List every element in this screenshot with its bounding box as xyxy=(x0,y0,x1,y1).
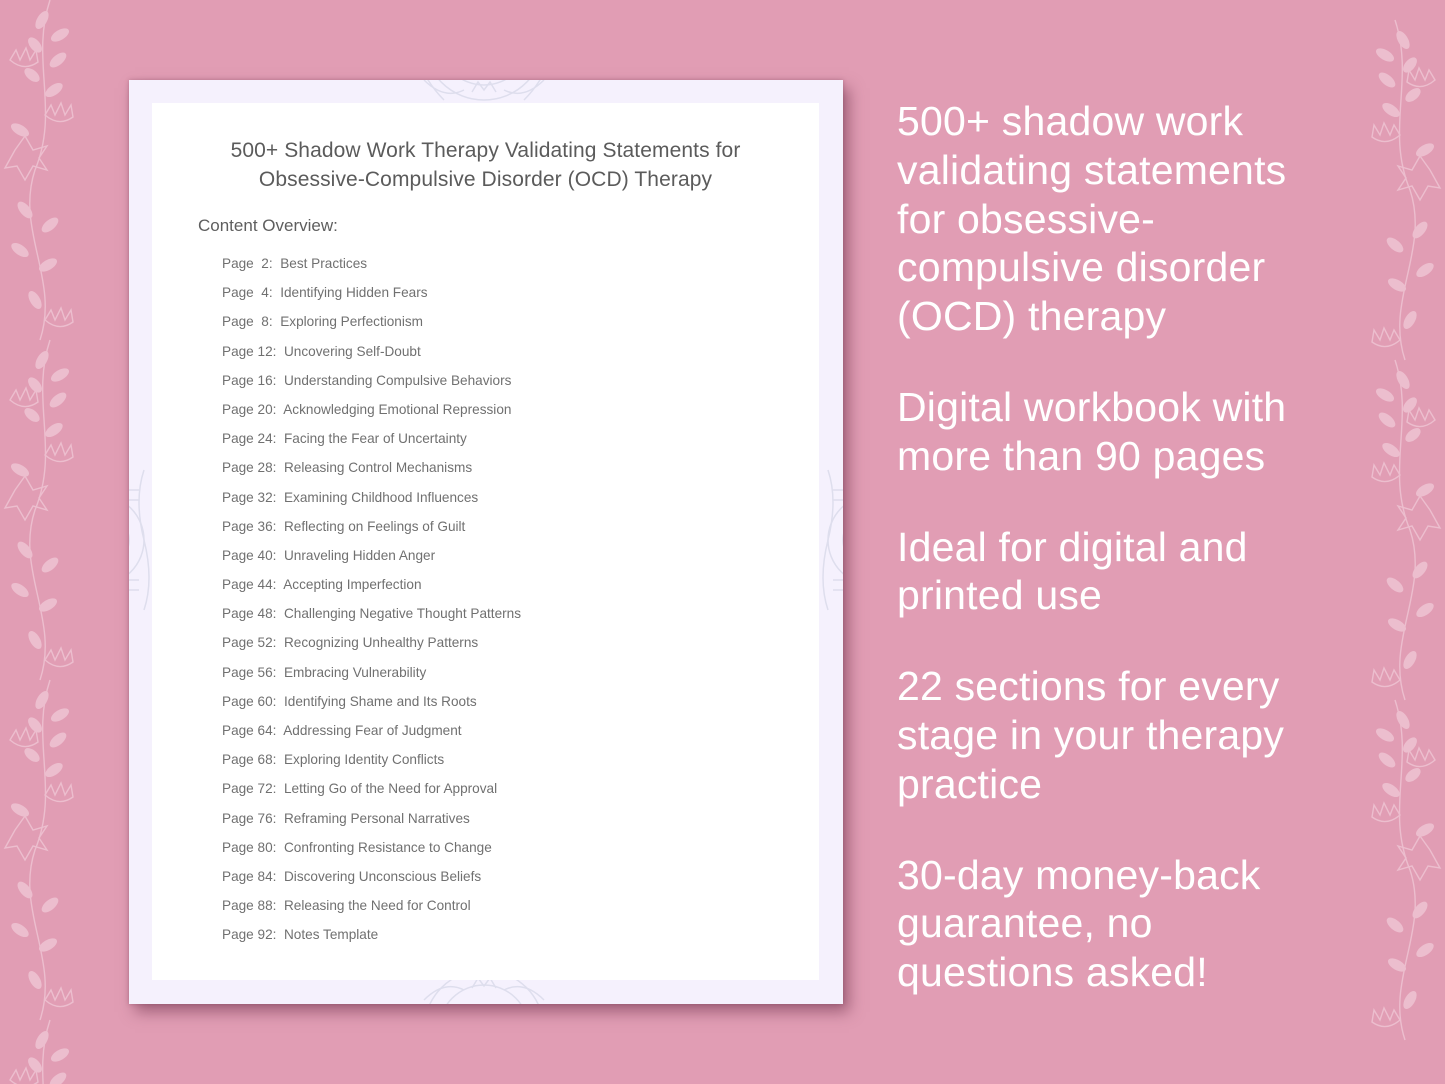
toc-item xyxy=(222,867,521,896)
toc-item xyxy=(222,546,521,575)
toc-page-number: Page 56: xyxy=(222,664,277,680)
toc-section-title: Reframing Personal Narratives xyxy=(283,810,470,826)
toc-item xyxy=(222,283,521,312)
toc-page-number: Page 32: xyxy=(222,489,277,505)
toc-section-title: Uncovering Self-Doubt xyxy=(283,343,421,359)
content-overview-heading: Content Overview: xyxy=(198,216,338,235)
feature-line: questions asked! xyxy=(897,949,1208,996)
toc-section-title: Unraveling Hidden Anger xyxy=(283,547,436,563)
document-title xyxy=(152,136,819,194)
toc-item xyxy=(222,458,521,487)
feature-line: 30-day money-back xyxy=(897,851,1261,898)
toc-item xyxy=(222,575,521,604)
toc-item xyxy=(222,429,521,458)
toc-item xyxy=(222,254,521,283)
toc-item xyxy=(222,750,521,779)
toc-section-title: Reflecting on Feelings of Guilt xyxy=(283,518,466,534)
feature-line: stage in your therapy xyxy=(897,711,1285,758)
toc-page-number: Page 28: xyxy=(222,460,277,476)
toc-section-title: Notes Template xyxy=(283,927,379,943)
toc-page-number: Page 4: xyxy=(222,285,273,301)
toc-item xyxy=(222,633,521,662)
feature-list xyxy=(897,97,1337,1039)
toc-section-title: Releasing the Need for Control xyxy=(283,898,471,914)
feature-statement-count xyxy=(897,97,1337,341)
feature-guarantee xyxy=(897,851,1337,997)
toc-page-number: Page 8: xyxy=(222,314,273,330)
toc-page-number: Page 20: xyxy=(222,401,277,417)
toc-item xyxy=(222,721,521,750)
toc-item xyxy=(222,604,521,633)
toc-section-title: Identifying Hidden Fears xyxy=(280,285,428,301)
feature-line: practice xyxy=(897,760,1043,807)
toc-page-number: Page 80: xyxy=(222,839,277,855)
feature-page-count xyxy=(897,383,1337,481)
feature-usage xyxy=(897,523,1337,621)
toc-page-number: Page 12: xyxy=(222,343,277,359)
feature-line: validating statements xyxy=(897,146,1287,193)
toc-item xyxy=(222,809,521,838)
toc-page-number: Page 88: xyxy=(222,898,277,914)
feature-line: guarantee, no xyxy=(897,900,1153,947)
toc-item xyxy=(222,838,521,867)
toc-section-title: Understanding Compulsive Behaviors xyxy=(283,372,512,388)
toc-page-number: Page 36: xyxy=(222,518,277,534)
feature-line: printed use xyxy=(897,572,1103,619)
mandala-left-decoration xyxy=(129,450,154,630)
toc-item xyxy=(222,400,521,429)
floral-vine-left-decoration xyxy=(0,0,100,1084)
toc-item xyxy=(222,517,521,546)
document-title-line-2: Obsessive-Compulsive Disorder (OCD) Therapy xyxy=(258,168,713,191)
toc-page-number: Page 84: xyxy=(222,868,277,884)
toc-item xyxy=(222,371,521,400)
toc-section-title: Releasing Control Mechanisms xyxy=(283,460,473,476)
feature-line: 500+ shadow work xyxy=(897,98,1244,144)
toc-section-title: Embracing Vulnerability xyxy=(283,664,427,680)
toc-section-title: Accepting Imperfection xyxy=(283,577,422,593)
toc-page-number: Page 60: xyxy=(222,693,277,709)
toc-page-number: Page 2: xyxy=(222,256,273,271)
toc-item xyxy=(222,312,521,341)
toc-section-title: Exploring Identity Conflicts xyxy=(283,752,445,768)
feature-line: (OCD) therapy xyxy=(897,293,1167,340)
toc-page-number: Page 92: xyxy=(222,927,277,943)
toc-section-title: Letting Go of the Need for Approval xyxy=(283,781,498,797)
toc-section-title: Facing the Fear of Uncertainty xyxy=(283,431,467,447)
feature-line: compulsive disorder xyxy=(897,244,1266,291)
document-page xyxy=(152,103,819,980)
feature-line: for obsessive- xyxy=(897,195,1156,242)
toc-item xyxy=(222,488,521,517)
toc-section-title: Discovering Unconscious Beliefs xyxy=(283,868,482,884)
toc-item xyxy=(222,779,521,808)
floral-vine-right-decoration xyxy=(1345,0,1445,1084)
feature-line: Ideal for digital and xyxy=(897,523,1248,570)
toc-section-title: Examining Childhood Influences xyxy=(283,489,479,505)
toc-page-number: Page 64: xyxy=(222,723,277,738)
toc-section-title: Acknowledging Emotional Repression xyxy=(283,401,512,417)
toc-page-number: Page 16: xyxy=(222,372,277,388)
feature-sections xyxy=(897,662,1337,808)
toc-item xyxy=(222,925,521,954)
toc-section-title: Challenging Negative Thought Patterns xyxy=(283,606,522,622)
mandala-right-decoration xyxy=(818,450,843,630)
toc-page-number: Page 44: xyxy=(222,577,277,593)
toc-item xyxy=(222,342,521,371)
toc-section-title: Addressing Fear of Judgment xyxy=(283,723,462,738)
toc-section-title: Confronting Resistance to Change xyxy=(283,839,492,855)
toc-section-title: Identifying Shame and Its Roots xyxy=(283,693,477,709)
toc-item xyxy=(222,692,521,721)
toc-section-title: Recognizing Unhealthy Patterns xyxy=(283,635,479,651)
document-title-line-1: 500+ Shadow Work Therapy Validating Statements for xyxy=(230,139,741,162)
document-preview xyxy=(129,80,843,1004)
toc-page-number: Page 68: xyxy=(222,752,277,768)
toc-item xyxy=(222,663,521,692)
toc-page-number: Page 76: xyxy=(222,810,277,826)
feature-line: 22 sections for every xyxy=(897,663,1280,710)
toc-page-number: Page 48: xyxy=(222,606,277,622)
feature-line: Digital workbook with xyxy=(897,383,1287,430)
toc-page-number: Page 24: xyxy=(222,431,277,447)
toc-page-number: Page 52: xyxy=(222,635,277,651)
toc-item xyxy=(222,896,521,925)
toc-section-title: Best Practices xyxy=(280,256,368,271)
toc-section-title: Exploring Perfectionism xyxy=(280,314,423,330)
feature-line: more than 90 pages xyxy=(897,432,1266,479)
toc-page-number: Page 40: xyxy=(222,547,277,563)
toc-page-number: Page 72: xyxy=(222,781,277,797)
table-of-contents xyxy=(222,254,521,955)
